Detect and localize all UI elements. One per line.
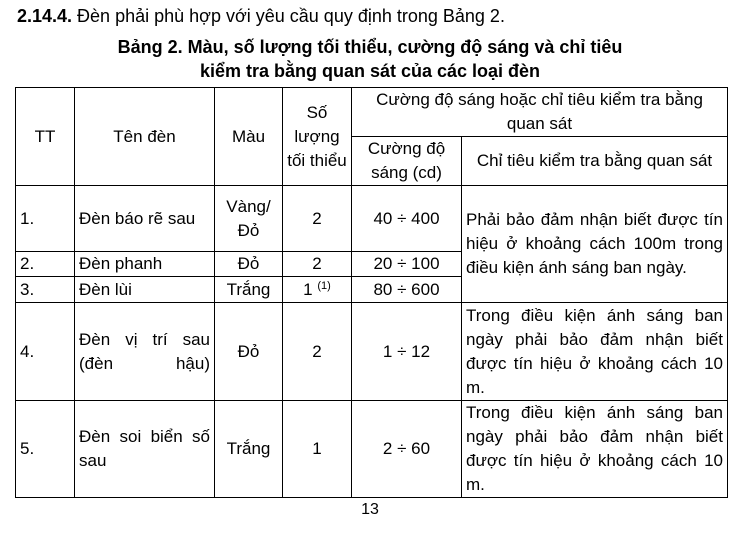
row-lamp-name: Đèn vị trí sau (đèn hậu) [75, 303, 215, 401]
row-intensity: 80 ÷ 600 [352, 277, 462, 303]
row-count [283, 277, 352, 303]
row-intensity: 2 ÷ 60 [352, 401, 462, 498]
row-lamp-name: Đèn báo rẽ sau [75, 186, 215, 252]
table-row [16, 303, 728, 401]
header-visual-check: Chỉ tiêu kiểm tra bằng quan sát [462, 137, 728, 186]
row-lamp-name: Đèn soi biển số sau [75, 401, 215, 498]
header-tt: TT [16, 88, 75, 186]
row-tt: 3. [16, 277, 75, 303]
row-tt: 5. [16, 401, 75, 498]
header-intensity-group: Cường độ sáng hoặc chỉ tiêu kiểm tra bằng quan sát [352, 88, 728, 137]
table-caption-line-1: Bảng 2. Màu, số lượng tối thiểu, cường độ sáng và chỉ tiêu [117, 37, 623, 57]
row-intensity: 1 ÷ 12 [352, 303, 462, 401]
table-caption-line-2: kiểm tra bằng quan sát của các loại đèn [199, 61, 541, 81]
row-intensity: 40 ÷ 400 [352, 186, 462, 252]
header-min-count: Số lượng tối thiểu [283, 88, 352, 186]
row-intensity: 20 ÷ 100 [352, 252, 462, 277]
row-color: Trắng [215, 401, 283, 498]
row-count-value: 1 [303, 279, 313, 299]
intro-paragraph [17, 4, 505, 28]
intro-text: Đèn phải phù hợp với yêu cầu quy định trong Bảng 2. [72, 6, 505, 26]
footnote-marker: (1) [317, 279, 331, 292]
page-number: 13 [361, 501, 379, 518]
row-tt: 4. [16, 303, 75, 401]
row-visual-check: Trong điều kiện ánh sáng ban ngày phải bảo đảm nhận biết được tín hiệu ở khoảng cách 10 m. [462, 401, 728, 498]
row-color: Đỏ [215, 303, 283, 401]
header-intensity: Cường độ sáng (cd) [352, 137, 462, 186]
lamp-table [15, 87, 728, 498]
header-lamp-name: Tên đèn [75, 88, 215, 186]
row-lamp-name: Đèn lùi [75, 277, 215, 303]
row-visual-check-merged: Phải bảo đảm nhận biết được tín hiệu ở khoảng cách 100m trong điều kiện ánh sáng ban ngày. [462, 186, 728, 303]
row-count: 1 [283, 401, 352, 498]
row-count: 2 [283, 303, 352, 401]
header-row-1 [16, 88, 728, 137]
row-count: 2 [283, 252, 352, 277]
row-count: 2 [283, 186, 352, 252]
row-color: Trắng [215, 277, 283, 303]
row-color: Vàng/ Đỏ [215, 186, 283, 252]
row-color: Đỏ [215, 252, 283, 277]
row-tt: 2. [16, 252, 75, 277]
header-color: Màu [215, 88, 283, 186]
row-lamp-name: Đèn phanh [75, 252, 215, 277]
row-tt: 1. [16, 186, 75, 252]
section-number: 2.14.4. [17, 6, 73, 26]
table-row [16, 186, 728, 252]
table-row [16, 401, 728, 498]
row-visual-check: Trong điều kiện ánh sáng ban ngày phải bảo đảm nhận biết được tín hiệu ở khoảng cách 10 m. [462, 303, 728, 401]
